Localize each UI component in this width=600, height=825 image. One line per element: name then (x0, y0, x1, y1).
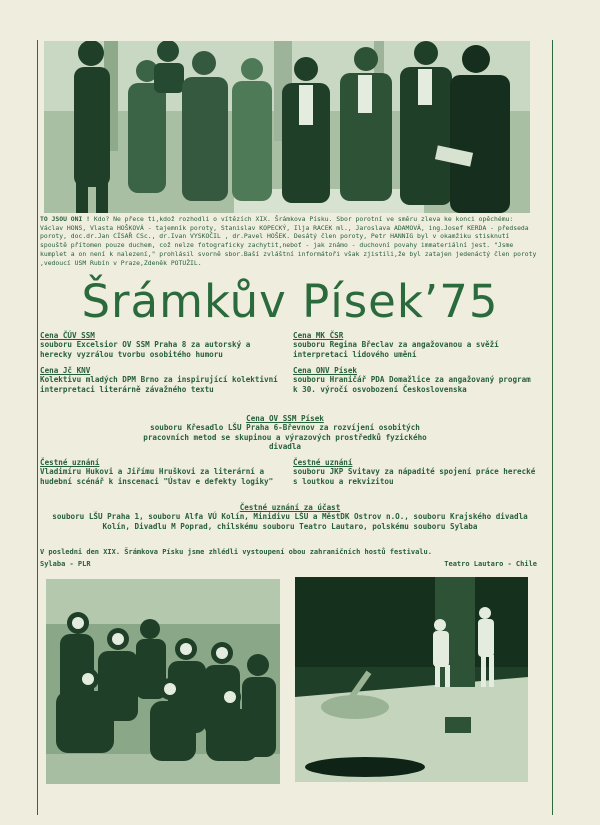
award-jc-knv (40, 366, 280, 394)
jury-group-photo (44, 41, 530, 213)
award-text: Vladimíru Hukovi a Jiřímu Hruškovi za literární a hudební scénář k inscenaci "Ústav e defekty logiky" (40, 467, 274, 486)
honor-mention-right (293, 458, 537, 486)
award-text: souboru Křesadlo LŠU Praha 6-Břevnov za rozvíjení osobitých pracovních metod se skupinou a výrazových prostředků fyzického divadla (143, 423, 427, 452)
sylaba-photo (46, 579, 280, 784)
award-heading: Čestné uznání (40, 458, 100, 467)
honor-mention-left (40, 458, 280, 486)
award-ov-ssm-pisek (140, 414, 430, 452)
photo-label-lautaro: Teatro Lautaro - Chile (444, 560, 537, 568)
award-heading: Čestné uznání (293, 458, 353, 467)
award-heading: Cena ONV Písek (293, 366, 358, 375)
right-border-rule (552, 40, 553, 815)
award-cov-ssm (40, 331, 280, 359)
award-text: souboru Excelsior OV SSM Praha 8 za autorský a herecky vyzrálou tvorbu osobitého humoru (40, 340, 251, 359)
photo-label-sylaba: Sylaba - PLR (40, 560, 91, 568)
award-heading: Cena OV SSM Písek (246, 414, 324, 423)
award-text: souboru LŠU Praha 1, souboru Alfa VÚ Kolín, Minidivu LŠU a MěstDK Ostrov n.O., souboru Krajského divadla Kolín, Divadlu M Poprad, chilskému souboru Teatro Lautaro, polskému souboru Sylaba (52, 512, 528, 531)
award-mk-csr (293, 331, 537, 359)
award-heading: Cena Jč KNV (40, 366, 91, 375)
award-onv-pisek (293, 366, 537, 394)
honor-participation (40, 503, 540, 531)
award-text: Kolektivu mladých DPM Brno za inspirující kolektivní interpretaci literárně závažného textu (40, 375, 278, 394)
left-border-rule (37, 40, 38, 815)
teatro-lautaro-photo (295, 577, 528, 782)
award-text: souboru Regina Břeclav za angažovanou a svěží interpretaci lidového umění (293, 340, 499, 359)
award-text: souboru JKP Svitavy za nápadité spojení práce herecké s loutkou a rekvizitou (293, 467, 536, 486)
photo-caption (40, 215, 540, 267)
page-title: Šrámkův Písek’75 (81, 275, 499, 328)
caption-lead: TO JSOU ONI ! (40, 215, 91, 223)
award-heading: Cena MK ČSR (293, 331, 344, 340)
footer-note: V posledni den XIX. Šrámkova Písku jsme zhlédli vystoupení obou zahraničních hostů festivalu. (40, 548, 432, 556)
award-heading: Čestné uznání za účast (239, 503, 341, 512)
award-heading: Cena ČÚV SSM (40, 331, 95, 340)
caption-text: Kdo? Ne přece ti,kdož rozhodli o vítězích XIX. Šrámkova Písku. Sbor porotní ve směru zleva ke konci opěchému: Václav HONS, Vlasta HOŠKOVÁ - tajemník poroty, Stanislav KOPECKÝ, Ilja RACEK ml., Jaroslava ADAMOVÁ, ing.Josef KERDA - předseda poroty, doc.dr.Jan CÍSAŘ CSc., dr.Ivan VYSKOČIL , dr.Pavel HOŠEK. Desátý člen poroty, Petr HANNIG byl v okamžiku stisknutí spouště přítomen pouze duchem, což nelze fotograficky zachytit,neboť - jak známo - duchovní povahy immateriální jest. "Jsme kumplet a on není k nalezení," prohlásil svorně sbor.Baší zvláštní informátoři však zjistili,že byl zatajen jedenáctý člen poroty ,vedoucí USM Rubín v Praze,Zdeněk POTUŽIL. (40, 215, 537, 267)
award-text: souboru Hraničář PDA Domažlice za angažovaný program k 30. výročí osvobození Československa (293, 375, 531, 394)
